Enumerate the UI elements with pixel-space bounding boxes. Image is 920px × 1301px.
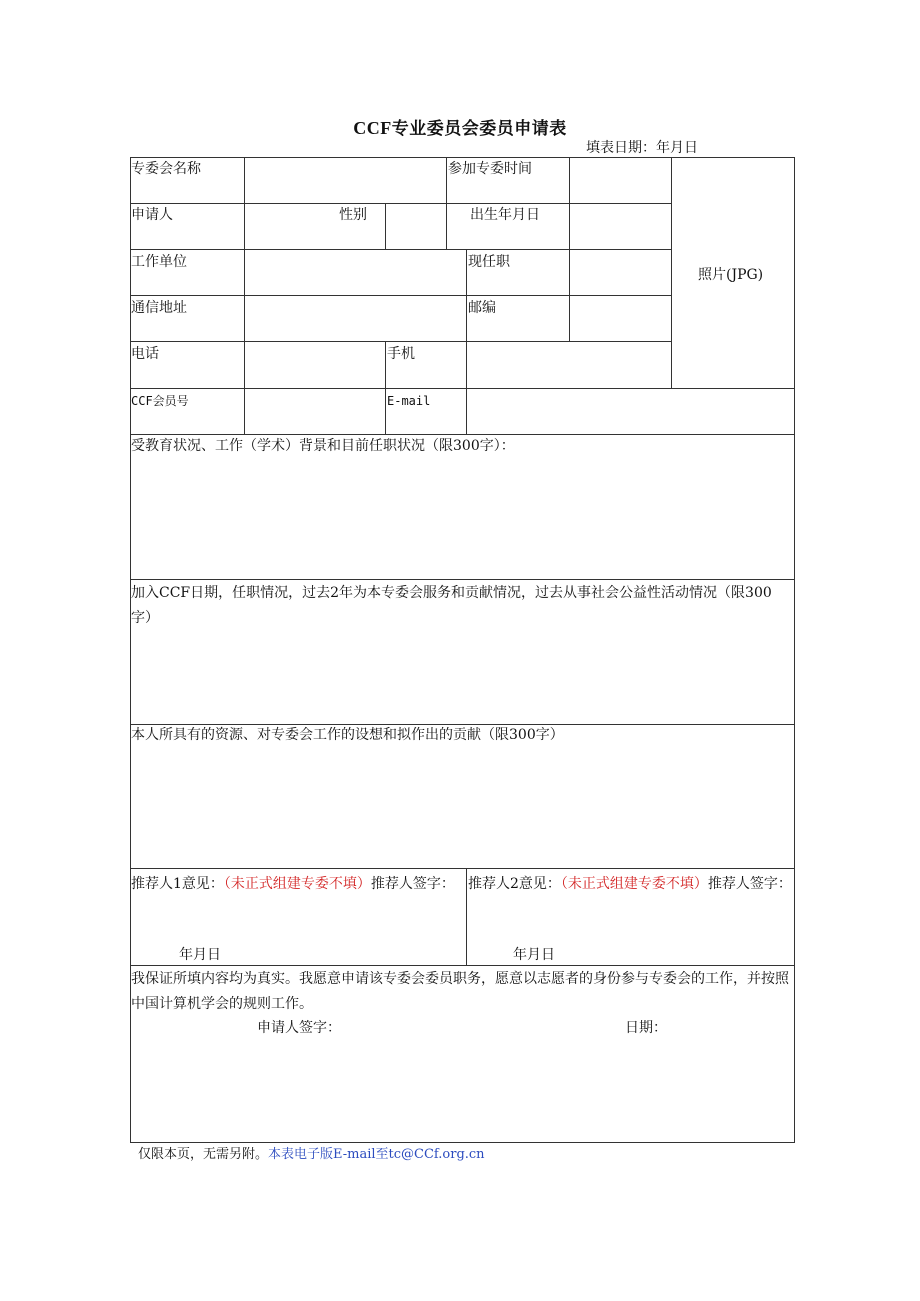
declaration-text: 我保证所填内容均为真实。我愿意申请该专委会委员职务，愿意以志愿者的身份参与专委会的工作，并按照中国计算机学会的规则工作。 [131,971,789,1012]
label-committee-name: 专委会名称 [131,161,201,177]
row-divider [130,388,795,389]
label-member-no: CCF会员号 [131,394,189,408]
row-divider [130,249,672,250]
label-mobile: 手机 [387,346,415,362]
recommender1-label: 推荐人1意见： [131,876,224,892]
recommender2-opinion [468,872,792,897]
recommender-sign-label: 推荐人签字： [370,876,455,892]
label-address: 通信地址 [131,300,187,316]
footer-plain: 仅限本页，无需另附。 [138,1147,269,1162]
row-divider [130,295,672,296]
col-divider [385,203,386,249]
col-divider [446,157,447,249]
col-divider [244,157,245,434]
footer-note [138,1143,485,1162]
footer-email-link[interactable]: 本表电子版E-mail至tc@CCf.org.cn [268,1147,485,1162]
label-gender: 性别 [339,207,367,223]
recommender2-date: 年月日 [513,947,555,963]
col-divider [671,157,672,388]
col-divider [466,249,467,341]
recommender-sign-label: 推荐人签字： [707,876,792,892]
title-main: 专业委员会委员申请表 [391,119,567,139]
label-work-unit: 工作单位 [131,254,187,270]
row-divider [130,868,795,869]
row-divider [130,203,672,204]
row-divider [130,965,795,966]
form-title [0,114,920,139]
label-birth-date: 出生年月日 [470,207,540,223]
label-applicant: 申请人 [131,207,173,223]
photo-placeholder: 照片(JPG) [698,267,764,283]
declaration-sign: 申请人签字： [257,1020,341,1036]
recommender-note: （未正式组建专委不填） [560,876,708,892]
col-divider [569,157,570,341]
label-postcode: 邮编 [468,300,496,316]
label-phone: 电话 [131,346,159,362]
label-join-time: 参加专委时间 [448,161,532,177]
row-divider [130,579,795,580]
section-education: 受教育状况、工作（学术）背景和目前任职状况（限300字）： [131,438,515,454]
recommender2-label: 推荐人2意见： [468,876,561,892]
title-prefix: CCF [353,118,392,138]
recommender1-date: 年月日 [179,947,221,963]
declaration-date: 日期： [625,1020,667,1036]
recommender-note: （未正式组建专委不填） [223,876,371,892]
col-divider [466,868,467,965]
fill-date: 填表日期：年月日 [586,140,698,156]
col-divider [385,341,386,434]
recommender1-opinion [131,872,465,897]
label-current-position: 现任职 [468,254,510,270]
col-divider [466,341,467,434]
section-ccf-history: 加入CCF日期，任职情况，过去2年为本专委会服务和贡献情况，过去从事社会公益性活动情况（限300字） [131,585,772,626]
section-resources: 本人所具有的资源、对专委会工作的设想和拟作出的贡献（限300字） [131,727,564,743]
row-divider [130,341,672,342]
label-email: E-mail [387,394,431,408]
